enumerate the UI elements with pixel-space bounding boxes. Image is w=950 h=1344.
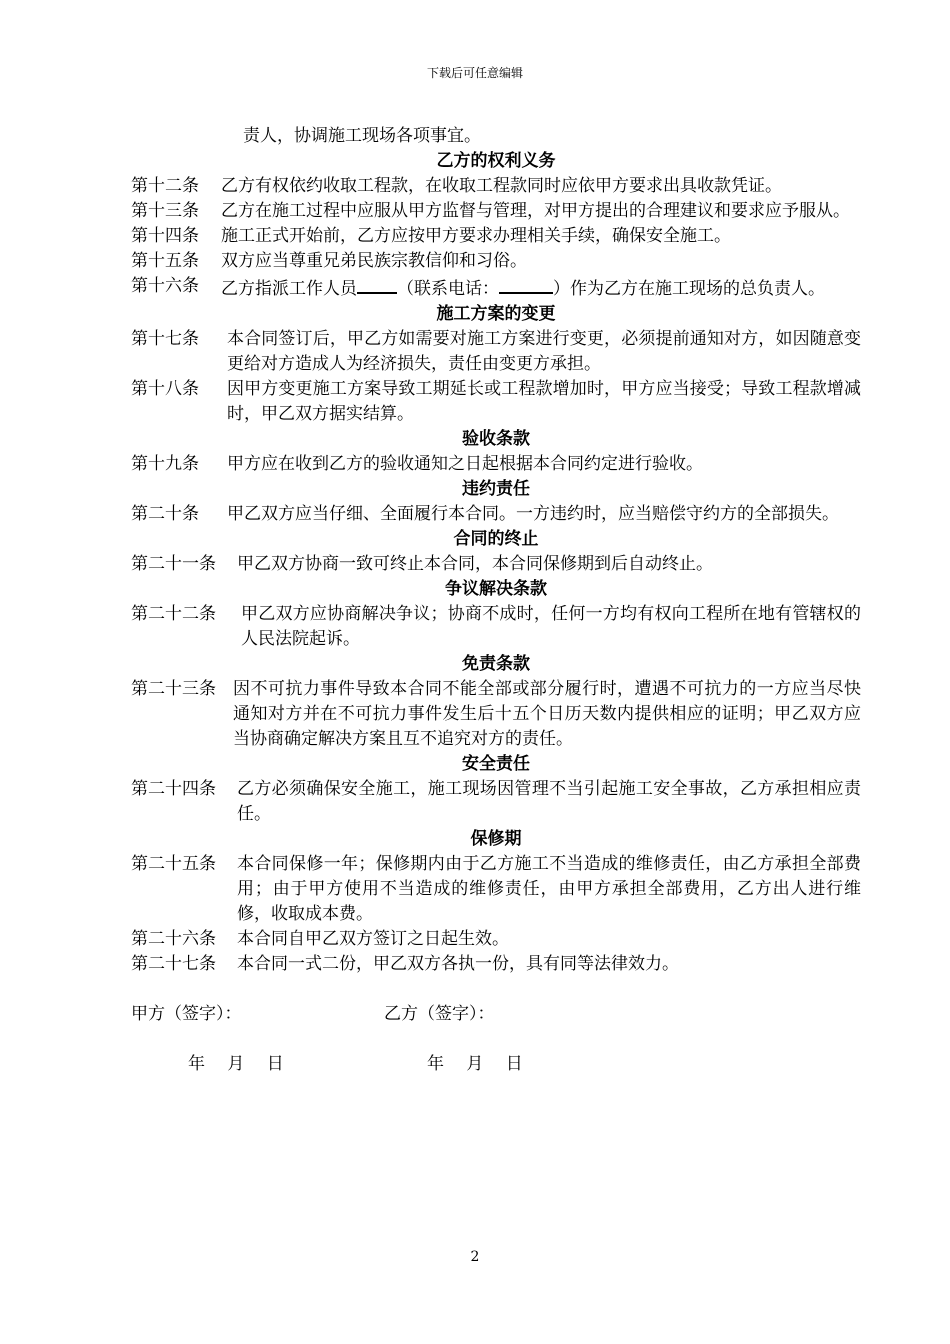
article-label: 第十三条 — [131, 201, 199, 221]
article-23 — [131, 677, 861, 752]
article-27 — [131, 952, 861, 977]
article-text: 本合同签订后，甲乙方如需要对施工方案进行变更，必须提前通知对方，如因随意变更给对方造成人为经济损失，责任由变更方承担。 — [227, 329, 861, 374]
article-label: 第二十七条 — [131, 954, 216, 974]
article-text-part-c: ）作为乙方在施工现场的总负责人。 — [553, 279, 825, 299]
article-14 — [131, 224, 861, 249]
article-25 — [131, 852, 861, 927]
article-text: 因甲方变更施工方案导致工期延长或工程款增加时，甲方应当接受；导致工程款增减时，甲乙双方据实结算。 — [227, 379, 861, 424]
continuation-line: 责人，协调施工现场各项事宜。 — [243, 126, 481, 146]
article-label: 第十二条 — [131, 176, 199, 196]
date-row — [131, 1052, 861, 1077]
signature-row — [131, 1002, 861, 1027]
article-text: 本合同自甲乙双方签订之日起生效。 — [237, 929, 509, 949]
article-text: 甲方应在收到乙方的验收通知之日起根据本合同约定进行验收。 — [227, 454, 703, 474]
article-label: 第十六条 — [131, 276, 199, 296]
article-text: 双方应当尊重兄弟民族宗教信仰和习俗。 — [221, 251, 527, 271]
article-12 — [131, 174, 861, 199]
article-text: 甲乙双方协商一致可终止本合同，本合同保修期到后自动终止。 — [237, 554, 713, 574]
article-17 — [131, 327, 861, 377]
article-20 — [131, 502, 861, 527]
article-15 — [131, 249, 861, 274]
party-b-date: 年 月 日 — [427, 1054, 523, 1074]
article-label: 第二十四条 — [131, 779, 216, 799]
section-heading-warranty: 保修期 — [470, 829, 522, 849]
section-heading-safety: 安全责任 — [462, 754, 530, 774]
page-number: 2 — [470, 1249, 480, 1265]
article-24 — [131, 777, 861, 827]
section-heading-change: 施工方案的变更 — [436, 304, 556, 324]
party-b-signature-label: 乙方（签字）： — [384, 1004, 495, 1024]
article-18 — [131, 377, 861, 427]
article-label: 第二十二条 — [131, 604, 216, 624]
article-text: 甲乙双方应当仔细、全面履行本合同。一方违约时，应当赔偿守约方的全部损失。 — [227, 504, 839, 524]
article-label: 第十五条 — [131, 251, 199, 271]
contract-body — [131, 124, 861, 1077]
article-text: 施工正式开始前，乙方应按甲方要求办理相关手续，确保安全施工。 — [221, 226, 731, 246]
article-label: 第十七条 — [131, 329, 199, 349]
article-label: 第二十一条 — [131, 554, 216, 574]
section-heading-rights: 乙方的权利义务 — [436, 151, 556, 171]
section-heading-dispute: 争议解决条款 — [445, 579, 547, 599]
article-text: 本合同一式二份，甲乙双方各执一份，具有同等法律效力。 — [237, 954, 679, 974]
section-heading-exemption: 免责条款 — [462, 654, 530, 674]
article-text-part-b: （联系电话： — [397, 279, 499, 299]
article-text: 因不可抗力事件导致本合同不能全部或部分履行时，遭遇不可抗力的一方应当尽快通知对方并在不可抗力事件发生后十五个日历天数内提供相应的证明；甲乙双方应当协商确定解决方案且互不追究对方的责任。 — [233, 679, 861, 749]
article-label: 第十四条 — [131, 226, 199, 246]
phone-blank — [499, 274, 553, 294]
article-13 — [131, 199, 861, 224]
article-label: 第二十三条 — [131, 679, 216, 699]
article-text-content: 乙方在施工过程中应服从甲方监督与管理，对甲方提出的合理建议和要求应予服从。 — [221, 201, 850, 221]
party-a-date: 年 月 日 — [188, 1054, 284, 1074]
article-label: 第二十五条 — [131, 854, 216, 874]
article-label: 第二十六条 — [131, 929, 216, 949]
article-26 — [131, 927, 861, 952]
section-heading-breach: 违约责任 — [462, 479, 530, 499]
article-text — [131, 199, 861, 224]
article-22 — [131, 602, 861, 652]
article-label: 第十九条 — [131, 454, 199, 474]
article-text: 本合同保修一年；保修期内由于乙方施工不当造成的维修责任，由乙方承担全部费用；由于甲方使用不当造成的维修责任，由甲方承担全部费用，乙方出人进行维修，收取成本费。 — [237, 854, 861, 924]
article-label: 第二十条 — [131, 504, 199, 524]
spacer — [131, 1027, 861, 1052]
spacer — [131, 977, 861, 1002]
section-heading-termination: 合同的终止 — [453, 529, 539, 549]
article-text — [131, 274, 861, 302]
article-21 — [131, 552, 861, 577]
article-text: 乙方有权依约收取工程款，在收取工程款同时应依甲方要求出具收款凭证。 — [221, 176, 782, 196]
article-19 — [131, 452, 861, 477]
article-label: 第十八条 — [131, 379, 199, 399]
article-text: 甲乙双方应协商解决争议；协商不成时，任何一方均有权向工程所在地有管辖权的人民法院起诉。 — [241, 604, 861, 649]
article-16 — [131, 274, 861, 302]
name-blank — [357, 274, 397, 294]
article-text: 乙方必须确保安全施工，施工现场因管理不当引起施工安全事故，乙方承担相应责任。 — [237, 779, 861, 824]
party-a-signature-label: 甲方（签字）： — [131, 1004, 242, 1024]
section-heading-acceptance: 验收条款 — [462, 429, 530, 449]
article-text-part-a: 乙方指派工作人员 — [221, 279, 357, 299]
page-header-note: 下载后可任意编辑 — [426, 66, 523, 80]
